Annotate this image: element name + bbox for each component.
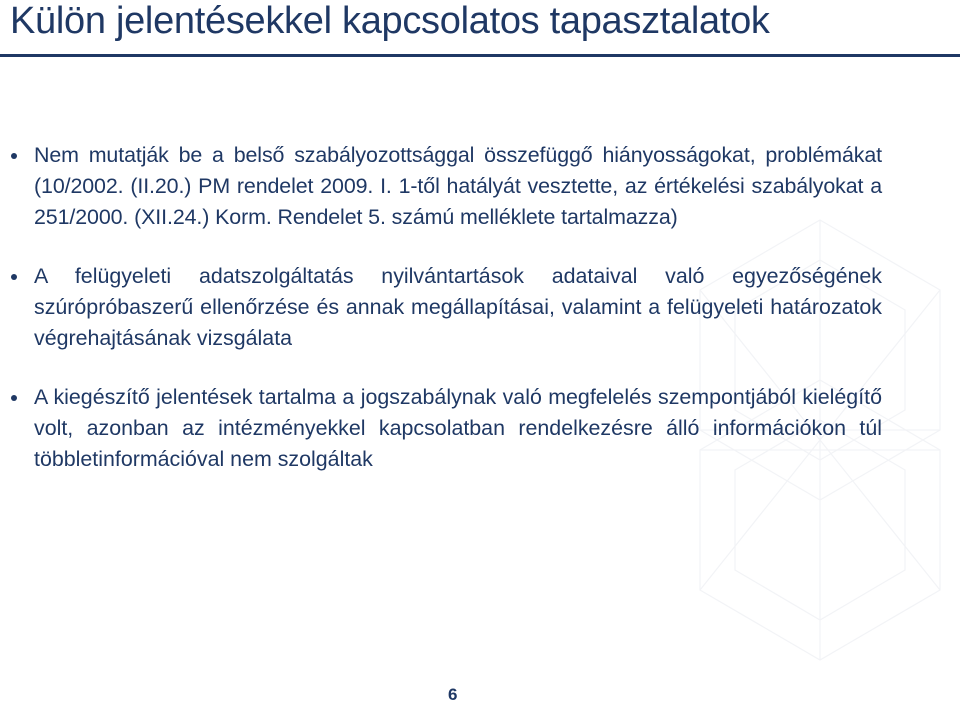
bullet-dot-icon <box>11 274 17 280</box>
bullet-text: Nem mutatják be a belső szabályozottsággal összefüggő hiányosságokat, problémákat (10/2002. (II.20.) PM rendelet 2009. I. 1-től hatályát vesztette, az értékelési szabályokat a 251/2000. (XII.24.) Korm. Rendelet 5. számú melléklete tartalmazza) <box>34 143 882 229</box>
title-divider <box>0 54 960 57</box>
page-number: 6 <box>448 685 458 704</box>
bullet-list <box>30 140 882 503</box>
bullet-text: A kiegészítő jelentések tartalma a jogszabálynak való megfelelés szempontjából kielégítő volt, azonban az intézményekkel kapcsolatban rendelkezésre álló információkon túl többletinformációval nem szolgáltak <box>34 385 882 471</box>
bullet-text: A felügyeleti adatszolgáltatás nyilvántartások adataival való egyezőségének szúrópróbaszerű ellenőrzése és annak megállapításai, valamint a felügyeleti határozatok végrehajtásának vizsgálata <box>34 264 882 350</box>
bullet-item <box>30 140 882 233</box>
bullet-dot-icon <box>11 395 17 401</box>
bullet-item <box>30 261 882 354</box>
bullet-dot-icon <box>11 153 17 159</box>
slide-title: Külön jelentésekkel kapcsolatos tapasztalatok <box>10 0 770 42</box>
bullet-item <box>30 382 882 475</box>
